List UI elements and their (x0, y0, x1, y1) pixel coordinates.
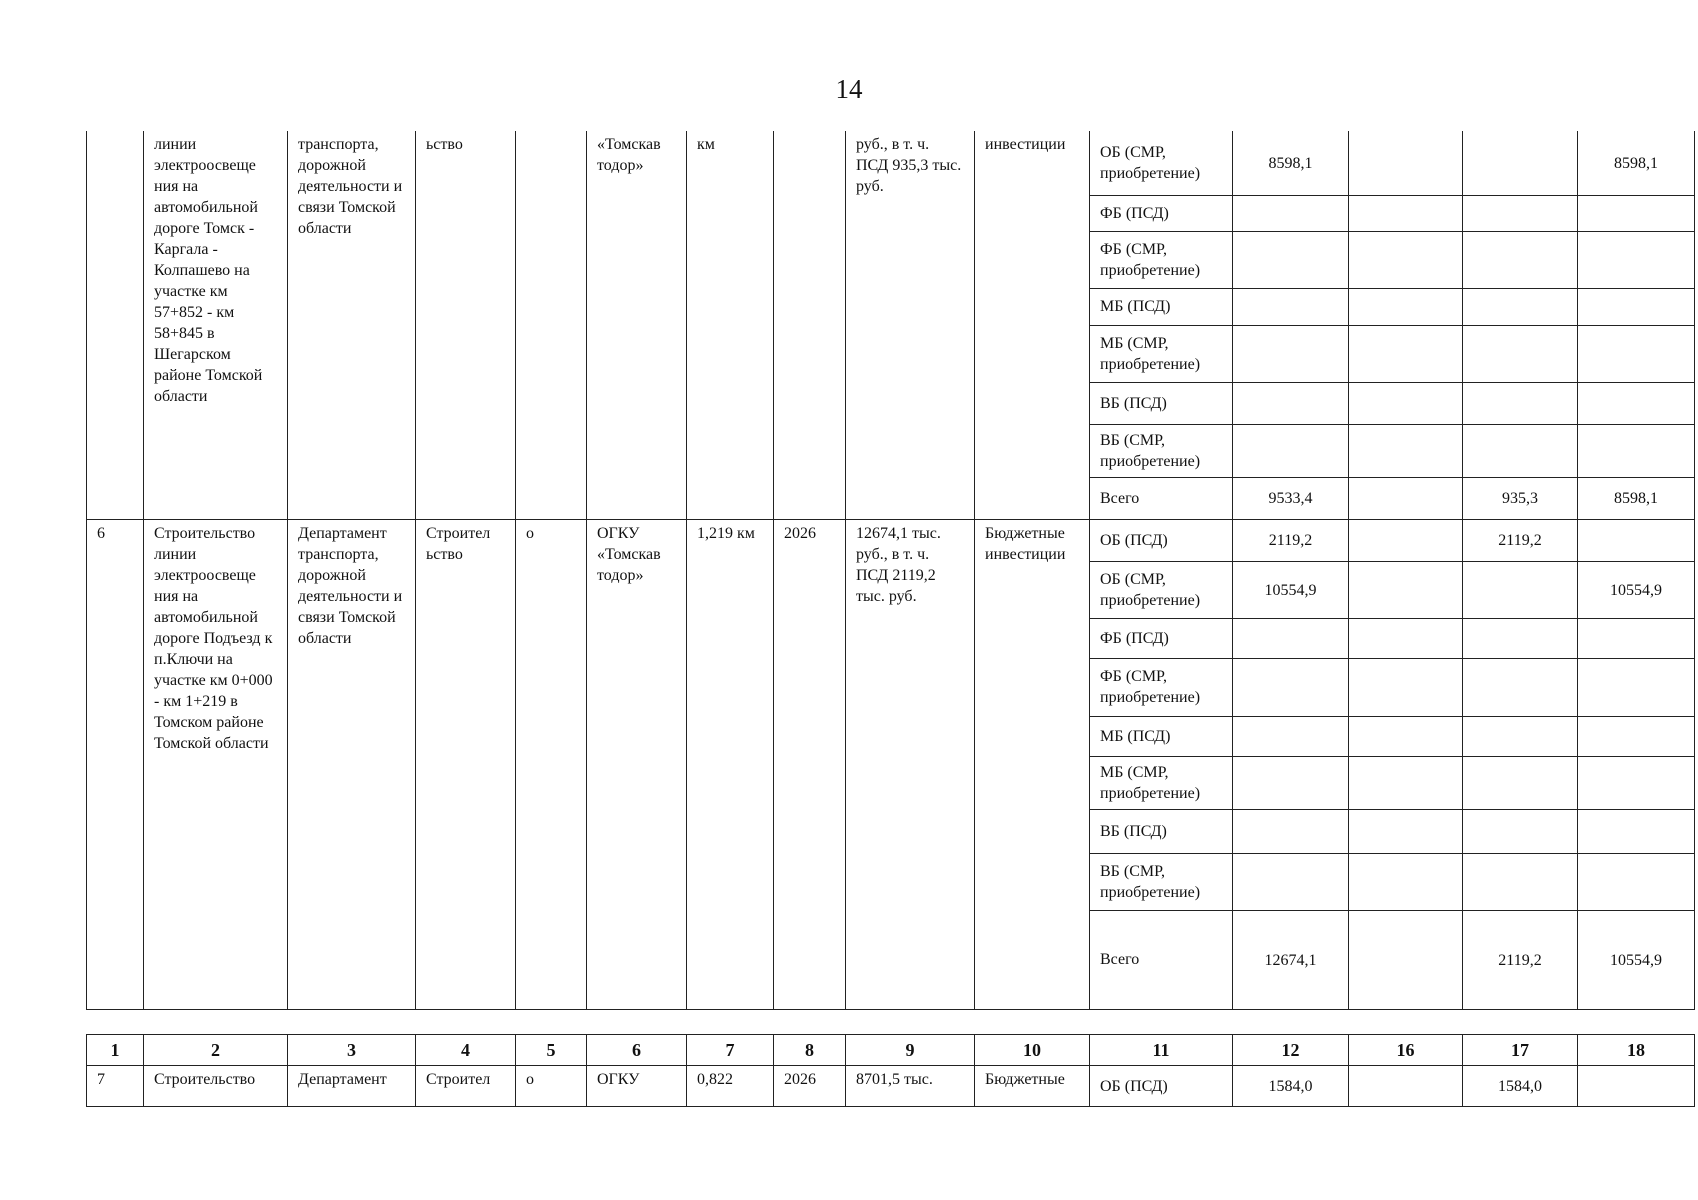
cell-value-18 (1578, 809, 1695, 853)
cell-value-16 (1349, 477, 1463, 519)
cell-developer: ОГКУ (587, 1066, 687, 1107)
cell-source: МБ (СМР, приобретение) (1090, 325, 1233, 382)
cell-value-16 (1349, 382, 1463, 424)
cell-source: Всего (1090, 477, 1233, 519)
cell-source: ФБ (СМР, приобретение) (1090, 231, 1233, 288)
cell-source: МБ (СМР, приобретение) (1090, 756, 1233, 809)
cell-value-18 (1578, 756, 1695, 809)
column-number: 18 (1578, 1035, 1695, 1066)
cell-source: ОБ (ПСД) (1090, 1066, 1233, 1107)
cell-value-17 (1463, 131, 1578, 195)
column-number: 5 (516, 1035, 587, 1066)
investment-table-next (86, 1034, 1695, 1107)
cell-value-17 (1463, 756, 1578, 809)
cell-value-18: 10554,9 (1578, 561, 1695, 618)
cell-value-12 (1233, 716, 1349, 756)
cell-value-16 (1349, 809, 1463, 853)
cell-number: 7 (87, 1066, 144, 1107)
cell-value-18 (1578, 195, 1695, 231)
cell-value-18 (1578, 325, 1695, 382)
cell-value-17 (1463, 658, 1578, 716)
cell-value-18 (1578, 716, 1695, 756)
cell-value-17 (1463, 853, 1578, 910)
cell-value-17 (1463, 195, 1578, 231)
cell-value-16 (1349, 131, 1463, 195)
column-number: 4 (416, 1035, 516, 1066)
cell-value-18: 8598,1 (1578, 477, 1695, 519)
cell-value-18 (1578, 618, 1695, 658)
cell-value-17: 2119,2 (1463, 910, 1578, 1009)
column-number: 1 (87, 1035, 144, 1066)
cell-value-17 (1463, 809, 1578, 853)
cell-investment-form: инвестиции (975, 131, 1090, 519)
column-number: 10 (975, 1035, 1090, 1066)
cell-value-12 (1233, 195, 1349, 231)
cell-object-name: Строительство линии электроосвеще ния на автомобильной дороге Подъезд к п.Ключи на участке км 0+000 - км 1+219 в Томском районе Томской области (144, 519, 288, 1009)
cell-value-16 (1349, 618, 1463, 658)
cell-value-17: 2119,2 (1463, 519, 1578, 561)
cell-value-16 (1349, 756, 1463, 809)
cell-value-12: 10554,9 (1233, 561, 1349, 618)
cell-investment-form: Бюджетные (975, 1066, 1090, 1107)
cell-value-18 (1578, 231, 1695, 288)
cell-value-12 (1233, 382, 1349, 424)
cell-value-12 (1233, 809, 1349, 853)
cell-work-type: Строител (416, 1066, 516, 1107)
cell-value-17 (1463, 288, 1578, 325)
cell-source: ФБ (ПСД) (1090, 618, 1233, 658)
cell-value-16 (1349, 519, 1463, 561)
cell-value-17: 935,3 (1463, 477, 1578, 519)
cell-object-name: Строительство (144, 1066, 288, 1107)
cell-value-18 (1578, 288, 1695, 325)
cell-value-12: 8598,1 (1233, 131, 1349, 195)
cell-value-16 (1349, 561, 1463, 618)
cell-value-17 (1463, 382, 1578, 424)
cell-source: ФБ (ПСД) (1090, 195, 1233, 231)
cell-value-17 (1463, 231, 1578, 288)
cell-value-12 (1233, 756, 1349, 809)
cell-work-type: ьство (416, 131, 516, 519)
cell-value-18 (1578, 519, 1695, 561)
cell-value-12: 9533,4 (1233, 477, 1349, 519)
cell-value-18 (1578, 424, 1695, 477)
cell-capacity: 1,219 км (687, 519, 774, 1009)
column-number: 16 (1349, 1035, 1463, 1066)
cell-source: МБ (ПСД) (1090, 288, 1233, 325)
cell-value-16 (1349, 195, 1463, 231)
column-number: 2 (144, 1035, 288, 1066)
cell-col5: о (516, 519, 587, 1009)
investment-table (86, 131, 1695, 1010)
cell-capacity: км (687, 131, 774, 519)
cell-value-16 (1349, 716, 1463, 756)
column-number: 11 (1090, 1035, 1233, 1066)
cell-source: ВБ (СМР, приобретение) (1090, 853, 1233, 910)
cell-value-17 (1463, 716, 1578, 756)
cell-source: ВБ (ПСД) (1090, 382, 1233, 424)
cell-value-17 (1463, 325, 1578, 382)
cell-estimated-cost: 12674,1 тыс. руб., в т. ч. ПСД 2119,2 тыс. руб. (846, 519, 975, 1009)
cell-value-12 (1233, 288, 1349, 325)
cell-value-17 (1463, 561, 1578, 618)
cell-value-12 (1233, 618, 1349, 658)
cell-value-18 (1578, 1066, 1695, 1107)
column-numbers-row (87, 1035, 1695, 1066)
cell-value-12 (1233, 231, 1349, 288)
cell-col5: о (516, 1066, 587, 1107)
cell-value-12: 12674,1 (1233, 910, 1349, 1009)
cell-value-12 (1233, 853, 1349, 910)
cell-value-12: 1584,0 (1233, 1066, 1349, 1107)
cell-number (87, 131, 144, 519)
column-number: 12 (1233, 1035, 1349, 1066)
column-number: 6 (587, 1035, 687, 1066)
cell-capacity: 0,822 (687, 1066, 774, 1107)
cell-value-18: 8598,1 (1578, 131, 1695, 195)
table-row (87, 1066, 1695, 1107)
cell-investment-form: Бюджетные инвестиции (975, 519, 1090, 1009)
cell-source: ОБ (ПСД) (1090, 519, 1233, 561)
cell-source: ФБ (СМР, приобретение) (1090, 658, 1233, 716)
cell-value-18 (1578, 658, 1695, 716)
cell-developer: ОГКУ «Томскав тодор» (587, 519, 687, 1009)
cell-estimated-cost: руб., в т. ч. ПСД 935,3 тыс. руб. (846, 131, 975, 519)
cell-value-16 (1349, 1066, 1463, 1107)
cell-value-16 (1349, 658, 1463, 716)
cell-estimated-cost: 8701,5 тыс. (846, 1066, 975, 1107)
column-number: 17 (1463, 1035, 1578, 1066)
cell-value-18 (1578, 382, 1695, 424)
cell-year (774, 131, 846, 519)
cell-value-18 (1578, 853, 1695, 910)
cell-value-17: 1584,0 (1463, 1066, 1578, 1107)
cell-value-16 (1349, 853, 1463, 910)
cell-customer: транспорта, дорожной деятельности и связи Томской области (288, 131, 416, 519)
cell-developer: «Томскав тодор» (587, 131, 687, 519)
cell-source: ОБ (СМР, приобретение) (1090, 131, 1233, 195)
table-row (87, 131, 1695, 195)
cell-value-16 (1349, 231, 1463, 288)
cell-work-type: Строител ьство (416, 519, 516, 1009)
cell-source: Всего (1090, 910, 1233, 1009)
cell-source: ВБ (СМР, приобретение) (1090, 424, 1233, 477)
cell-value-12: 2119,2 (1233, 519, 1349, 561)
cell-value-17 (1463, 424, 1578, 477)
cell-year: 2026 (774, 519, 846, 1009)
cell-source: ВБ (ПСД) (1090, 809, 1233, 853)
cell-value-12 (1233, 325, 1349, 382)
cell-value-16 (1349, 288, 1463, 325)
cell-customer: Департамент (288, 1066, 416, 1107)
column-number: 9 (846, 1035, 975, 1066)
cell-source: МБ (ПСД) (1090, 716, 1233, 756)
column-number: 8 (774, 1035, 846, 1066)
cell-value-12 (1233, 424, 1349, 477)
cell-year: 2026 (774, 1066, 846, 1107)
cell-value-16 (1349, 910, 1463, 1009)
table-row (87, 519, 1695, 561)
column-number: 3 (288, 1035, 416, 1066)
cell-number: 6 (87, 519, 144, 1009)
cell-customer: Департамент транспорта, дорожной деятельности и связи Томской области (288, 519, 416, 1009)
column-number: 7 (687, 1035, 774, 1066)
cell-source: ОБ (СМР, приобретение) (1090, 561, 1233, 618)
cell-value-16 (1349, 325, 1463, 382)
cell-value-17 (1463, 618, 1578, 658)
cell-value-16 (1349, 424, 1463, 477)
cell-col5 (516, 131, 587, 519)
page-number: 14 (835, 74, 863, 104)
cell-object-name: линии электроосвеще ния на автомобильной дороге Томск - Каргала - Колпашево на участке км 57+852 - км 58+845 в Шегарском районе Томской области (144, 131, 288, 519)
cell-value-12 (1233, 658, 1349, 716)
cell-value-18: 10554,9 (1578, 910, 1695, 1009)
